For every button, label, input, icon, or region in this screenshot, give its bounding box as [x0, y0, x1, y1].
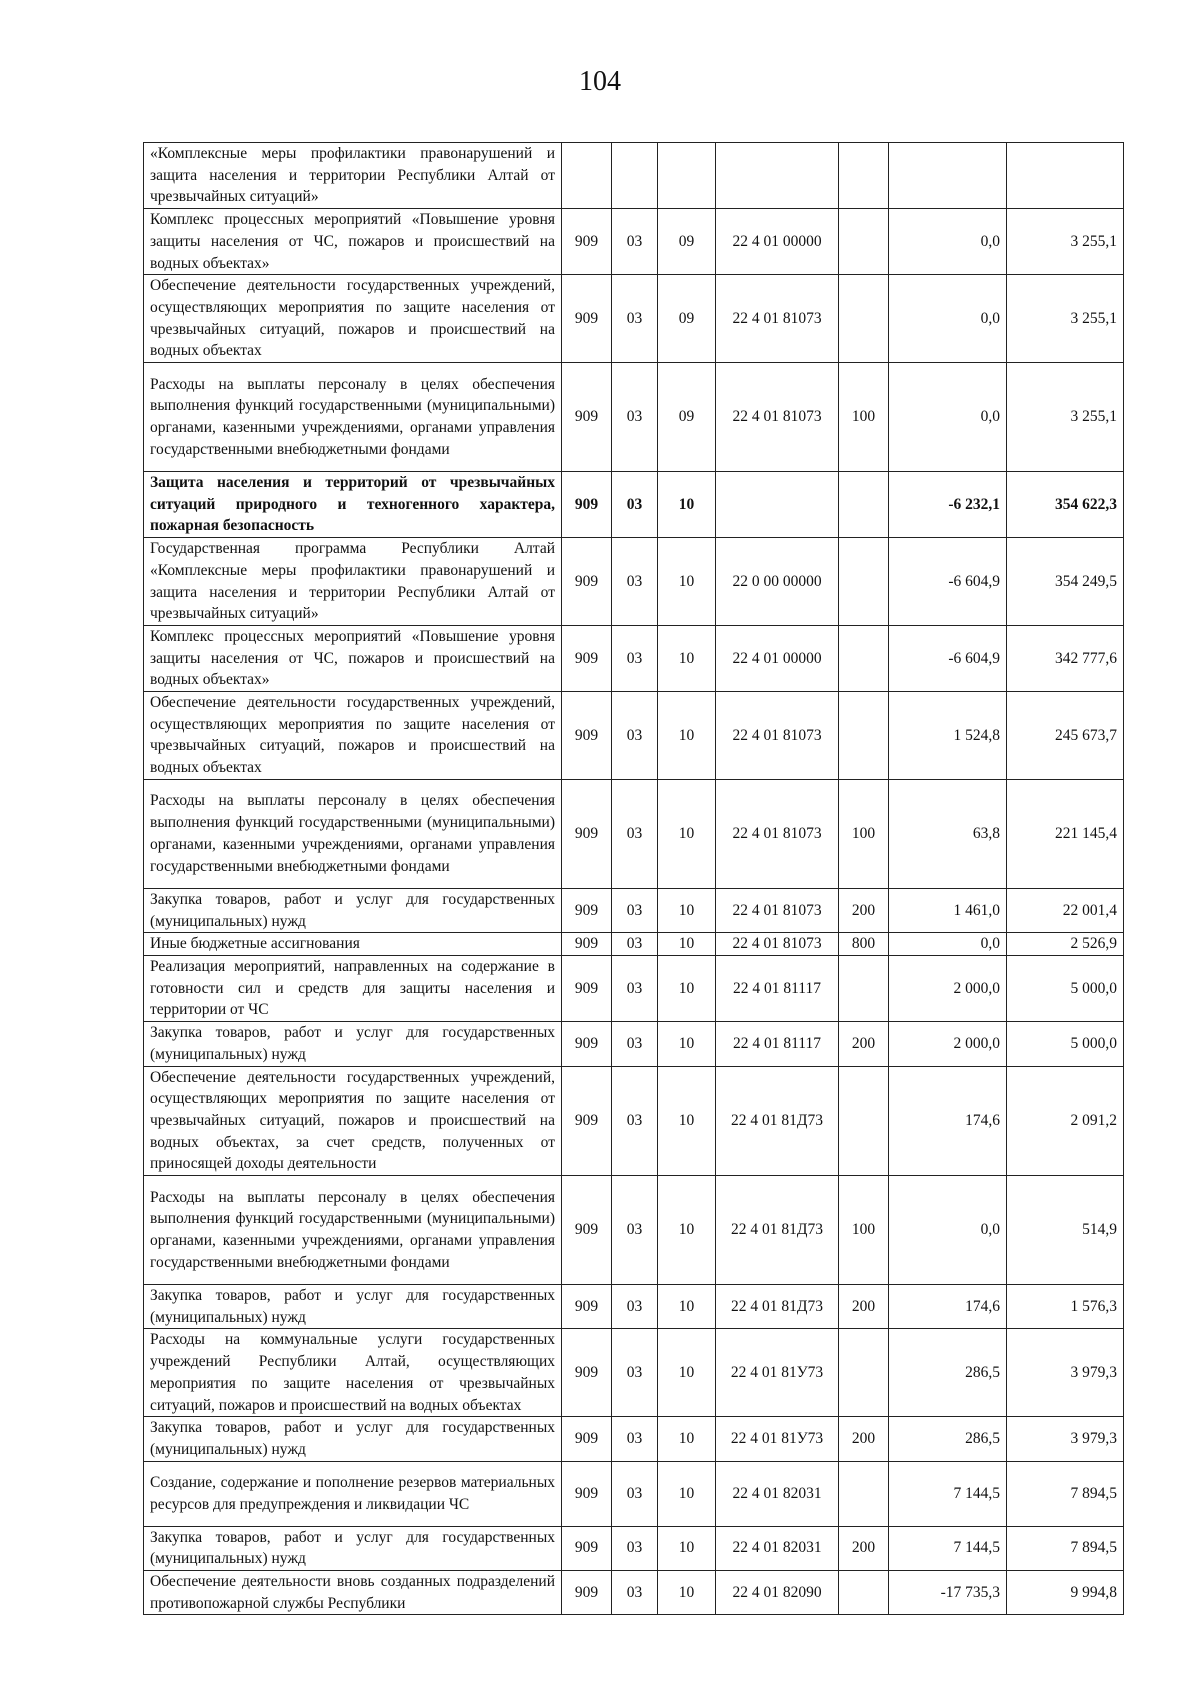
cell-total-amount: 3 255,1	[1007, 275, 1124, 363]
cell-subsection-code: 10	[658, 538, 716, 626]
cell-section-code: 03	[612, 472, 658, 538]
cell-ved-code: 909	[562, 1066, 612, 1176]
cell-name: Закупка товаров, работ и услуг для государственных (муниципальных) нужд	[144, 1022, 562, 1066]
table-row	[144, 538, 1124, 626]
cell-target-article-code: 22 4 01 81У73	[716, 1417, 839, 1461]
cell-change-amount: 0,0	[889, 1176, 1007, 1285]
cell-ved-code: 909	[562, 472, 612, 538]
cell-name: Закупка товаров, работ и услуг для государственных (муниципальных) нужд	[144, 1417, 562, 1461]
cell-target-article-code: 22 4 01 00000	[716, 625, 839, 691]
cell-name: Закупка товаров, работ и услуг для государственных (муниципальных) нужд	[144, 1526, 562, 1570]
table-row	[144, 1461, 1124, 1526]
cell-ved-code: 909	[562, 692, 612, 780]
cell-change-amount: 0,0	[889, 933, 1007, 956]
cell-change-amount: -6 604,9	[889, 538, 1007, 626]
cell-subsection-code: 10	[658, 1526, 716, 1570]
cell-subsection-code: 10	[658, 955, 716, 1021]
cell-section-code: 03	[612, 1176, 658, 1285]
cell-total-amount: 3 255,1	[1007, 209, 1124, 275]
cell-subsection-code: 10	[658, 933, 716, 956]
cell-expense-type-code	[839, 1461, 889, 1526]
cell-name: Расходы на выплаты персоналу в целях обеспечения выполнения функций государственными (муниципальными) органами, казенными учреждениями, органами управления государственными внебюджетными фондами	[144, 363, 562, 472]
cell-change-amount: 0,0	[889, 209, 1007, 275]
cell-section-code: 03	[612, 955, 658, 1021]
cell-target-article-code: 22 4 01 82031	[716, 1526, 839, 1570]
cell-ved-code: 909	[562, 275, 612, 363]
cell-change-amount: 174,6	[889, 1066, 1007, 1176]
cell-section-code: 03	[612, 1461, 658, 1526]
cell-target-article-code: 22 4 01 81Д73	[716, 1285, 839, 1329]
cell-subsection-code: 09	[658, 275, 716, 363]
table-row	[144, 1417, 1124, 1461]
table-row	[144, 933, 1124, 956]
cell-section-code: 03	[612, 625, 658, 691]
table-body	[144, 143, 1124, 1615]
cell-ved-code: 909	[562, 1022, 612, 1066]
cell-subsection-code: 10	[658, 888, 716, 932]
cell-subsection-code: 10	[658, 1022, 716, 1066]
cell-target-article-code: 22 4 01 81Д73	[716, 1176, 839, 1285]
budget-table	[143, 142, 1124, 1615]
cell-target-article-code	[716, 143, 839, 209]
cell-name: «Комплексные меры профилактики правонарушений и защита населения и территории Республики Алтай от чрезвычайных ситуаций»	[144, 143, 562, 209]
cell-section-code: 03	[612, 363, 658, 472]
cell-expense-type-code: 100	[839, 363, 889, 472]
cell-total-amount: 9 994,8	[1007, 1571, 1124, 1615]
cell-total-amount: 3 979,3	[1007, 1417, 1124, 1461]
cell-ved-code: 909	[562, 1285, 612, 1329]
cell-subsection-code: 10	[658, 1285, 716, 1329]
cell-section-code: 03	[612, 209, 658, 275]
cell-expense-type-code	[839, 955, 889, 1021]
cell-subsection-code: 10	[658, 779, 716, 888]
cell-name: Комплекс процессных мероприятий «Повышение уровня защиты населения от ЧС, пожаров и происшествий на водных объектах»	[144, 625, 562, 691]
cell-name: Обеспечение деятельности государственных учреждений, осуществляющих мероприятия по защите населения от чрезвычайных ситуаций, пожаров и происшествий на водных объектах	[144, 275, 562, 363]
cell-expense-type-code: 100	[839, 1176, 889, 1285]
cell-section-code: 03	[612, 1066, 658, 1176]
cell-subsection-code: 10	[658, 692, 716, 780]
cell-target-article-code: 22 4 01 81117	[716, 1022, 839, 1066]
cell-target-article-code: 22 4 01 00000	[716, 209, 839, 275]
cell-name: Государственная программа Республики Алтай «Комплексные меры профилактики правонарушений и защита населения и территории Республики Алтай от чрезвычайных ситуаций»	[144, 538, 562, 626]
cell-target-article-code: 22 4 01 81073	[716, 888, 839, 932]
cell-section-code: 03	[612, 1285, 658, 1329]
cell-section-code: 03	[612, 779, 658, 888]
cell-name: Комплекс процессных мероприятий «Повышение уровня защиты населения от ЧС, пожаров и происшествий на водных объектах»	[144, 209, 562, 275]
cell-expense-type-code	[839, 1066, 889, 1176]
table-row	[144, 1571, 1124, 1615]
table-row	[144, 1022, 1124, 1066]
cell-name: Расходы на выплаты персоналу в целях обеспечения выполнения функций государственными (муниципальными) органами, казенными учреждениями, органами управления государственными внебюджетными фондами	[144, 1176, 562, 1285]
cell-total-amount: 3 255,1	[1007, 363, 1124, 472]
cell-total-amount: 2 091,2	[1007, 1066, 1124, 1176]
cell-total-amount: 22 001,4	[1007, 888, 1124, 932]
cell-expense-type-code	[839, 1571, 889, 1615]
cell-total-amount: 514,9	[1007, 1176, 1124, 1285]
cell-subsection-code: 10	[658, 1329, 716, 1417]
cell-change-amount: 0,0	[889, 275, 1007, 363]
cell-total-amount: 354 249,5	[1007, 538, 1124, 626]
cell-expense-type-code	[839, 538, 889, 626]
cell-subsection-code: 10	[658, 1461, 716, 1526]
cell-target-article-code: 22 4 01 81073	[716, 692, 839, 780]
cell-section-code: 03	[612, 538, 658, 626]
cell-ved-code: 909	[562, 1571, 612, 1615]
page-number: 104	[579, 66, 621, 97]
table-row	[144, 1285, 1124, 1329]
cell-change-amount: 174,6	[889, 1285, 1007, 1329]
cell-change-amount: 0,0	[889, 363, 1007, 472]
cell-change-amount: 63,8	[889, 779, 1007, 888]
cell-total-amount: 2 526,9	[1007, 933, 1124, 956]
table-row	[144, 1066, 1124, 1176]
cell-total-amount: 5 000,0	[1007, 1022, 1124, 1066]
cell-section-code: 03	[612, 1417, 658, 1461]
cell-expense-type-code: 200	[839, 1022, 889, 1066]
cell-target-article-code: 22 4 01 81073	[716, 779, 839, 888]
cell-target-article-code: 22 4 01 81117	[716, 955, 839, 1021]
cell-subsection-code: 10	[658, 1417, 716, 1461]
cell-target-article-code: 22 4 01 81073	[716, 363, 839, 472]
table-row	[144, 1329, 1124, 1417]
cell-name: Обеспечение деятельности вновь созданных подразделений противопожарной службы Республики	[144, 1571, 562, 1615]
cell-change-amount: 286,5	[889, 1417, 1007, 1461]
cell-subsection-code: 10	[658, 1066, 716, 1176]
cell-total-amount: 245 673,7	[1007, 692, 1124, 780]
cell-ved-code: 909	[562, 363, 612, 472]
cell-subsection-code: 10	[658, 625, 716, 691]
cell-expense-type-code: 200	[839, 1417, 889, 1461]
cell-target-article-code: 22 4 01 81Д73	[716, 1066, 839, 1176]
cell-total-amount: 5 000,0	[1007, 955, 1124, 1021]
cell-name: Обеспечение деятельности государственных учреждений, осуществляющих мероприятия по защите населения от чрезвычайных ситуаций, пожаров и происшествий на водных объектах, за счет средств, полученных от приносящей доходы деятельности	[144, 1066, 562, 1176]
cell-expense-type-code	[839, 275, 889, 363]
cell-change-amount: 2 000,0	[889, 1022, 1007, 1066]
cell-change-amount: 1 524,8	[889, 692, 1007, 780]
cell-ved-code: 909	[562, 625, 612, 691]
table-row	[144, 143, 1124, 209]
cell-target-article-code: 22 0 00 00000	[716, 538, 839, 626]
table-row	[144, 692, 1124, 780]
cell-section-code: 03	[612, 1022, 658, 1066]
cell-ved-code: 909	[562, 779, 612, 888]
cell-expense-type-code: 200	[839, 888, 889, 932]
cell-name: Закупка товаров, работ и услуг для государственных (муниципальных) нужд	[144, 888, 562, 932]
cell-section-code: 03	[612, 1571, 658, 1615]
cell-ved-code: 909	[562, 538, 612, 626]
cell-change-amount: 2 000,0	[889, 955, 1007, 1021]
cell-expense-type-code: 800	[839, 933, 889, 956]
table-row	[144, 625, 1124, 691]
cell-target-article-code: 22 4 01 81073	[716, 933, 839, 956]
cell-subsection-code: 10	[658, 472, 716, 538]
cell-subsection-code: 09	[658, 209, 716, 275]
cell-name: Расходы на выплаты персоналу в целях обеспечения выполнения функций государственными (муниципальными) органами, казенными учреждениями, органами управления государственными внебюджетными фондами	[144, 779, 562, 888]
cell-name: Создание, содержание и пополнение резервов материальных ресурсов для предупреждения и ликвидации ЧС	[144, 1461, 562, 1526]
cell-target-article-code: 22 4 01 81073	[716, 275, 839, 363]
table-row	[144, 1176, 1124, 1285]
cell-expense-type-code	[839, 143, 889, 209]
cell-ved-code: 909	[562, 1526, 612, 1570]
cell-change-amount: 286,5	[889, 1329, 1007, 1417]
cell-expense-type-code	[839, 625, 889, 691]
cell-section-code: 03	[612, 933, 658, 956]
table-row	[144, 275, 1124, 363]
cell-name: Расходы на коммунальные услуги государственных учреждений Республики Алтай, осуществляющих мероприятия по защите населения от чрезвычайных ситуаций, пожаров и происшествий на водных объектах	[144, 1329, 562, 1417]
cell-ved-code	[562, 143, 612, 209]
cell-section-code: 03	[612, 1329, 658, 1417]
cell-change-amount: 1 461,0	[889, 888, 1007, 932]
cell-total-amount	[1007, 143, 1124, 209]
table-row	[144, 209, 1124, 275]
table-row	[144, 1526, 1124, 1570]
cell-change-amount: -17 735,3	[889, 1571, 1007, 1615]
cell-ved-code: 909	[562, 1329, 612, 1417]
cell-ved-code: 909	[562, 933, 612, 956]
cell-expense-type-code	[839, 1329, 889, 1417]
cell-target-article-code: 22 4 01 82090	[716, 1571, 839, 1615]
cell-expense-type-code: 100	[839, 779, 889, 888]
cell-ved-code: 909	[562, 888, 612, 932]
cell-change-amount: -6 232,1	[889, 472, 1007, 538]
cell-name: Реализация мероприятий, направленных на содержание в готовности сил и средств для защиты населения и территории от ЧС	[144, 955, 562, 1021]
cell-total-amount: 354 622,3	[1007, 472, 1124, 538]
cell-section-code	[612, 143, 658, 209]
cell-subsection-code: 09	[658, 363, 716, 472]
cell-total-amount: 221 145,4	[1007, 779, 1124, 888]
cell-subsection-code: 10	[658, 1571, 716, 1615]
cell-ved-code: 909	[562, 209, 612, 275]
cell-name: Защита населения и территорий от чрезвычайных ситуаций природного и техногенного характера, пожарная безопасность	[144, 472, 562, 538]
cell-section-code: 03	[612, 275, 658, 363]
cell-expense-type-code: 200	[839, 1526, 889, 1570]
cell-change-amount: 7 144,5	[889, 1526, 1007, 1570]
cell-ved-code: 909	[562, 955, 612, 1021]
cell-ved-code: 909	[562, 1176, 612, 1285]
cell-change-amount: -6 604,9	[889, 625, 1007, 691]
table-row	[144, 779, 1124, 888]
cell-expense-type-code	[839, 209, 889, 275]
cell-target-article-code	[716, 472, 839, 538]
cell-ved-code: 909	[562, 1461, 612, 1526]
cell-section-code: 03	[612, 888, 658, 932]
cell-subsection-code	[658, 143, 716, 209]
cell-target-article-code: 22 4 01 81У73	[716, 1329, 839, 1417]
cell-section-code: 03	[612, 692, 658, 780]
cell-ved-code: 909	[562, 1417, 612, 1461]
table-row	[144, 363, 1124, 472]
table-row	[144, 888, 1124, 932]
cell-total-amount: 7 894,5	[1007, 1461, 1124, 1526]
cell-change-amount: 7 144,5	[889, 1461, 1007, 1526]
cell-name: Закупка товаров, работ и услуг для государственных (муниципальных) нужд	[144, 1285, 562, 1329]
cell-subsection-code: 10	[658, 1176, 716, 1285]
cell-name: Обеспечение деятельности государственных учреждений, осуществляющих мероприятия по защите населения от чрезвычайных ситуаций, пожаров и происшествий на водных объектах	[144, 692, 562, 780]
cell-expense-type-code: 200	[839, 1285, 889, 1329]
cell-total-amount: 3 979,3	[1007, 1329, 1124, 1417]
table-row	[144, 955, 1124, 1021]
cell-total-amount: 342 777,6	[1007, 625, 1124, 691]
cell-expense-type-code	[839, 472, 889, 538]
cell-total-amount: 7 894,5	[1007, 1526, 1124, 1570]
cell-section-code: 03	[612, 1526, 658, 1570]
cell-total-amount: 1 576,3	[1007, 1285, 1124, 1329]
table-row	[144, 472, 1124, 538]
cell-name: Иные бюджетные ассигнования	[144, 933, 562, 956]
cell-target-article-code: 22 4 01 82031	[716, 1461, 839, 1526]
cell-change-amount	[889, 143, 1007, 209]
cell-expense-type-code	[839, 692, 889, 780]
